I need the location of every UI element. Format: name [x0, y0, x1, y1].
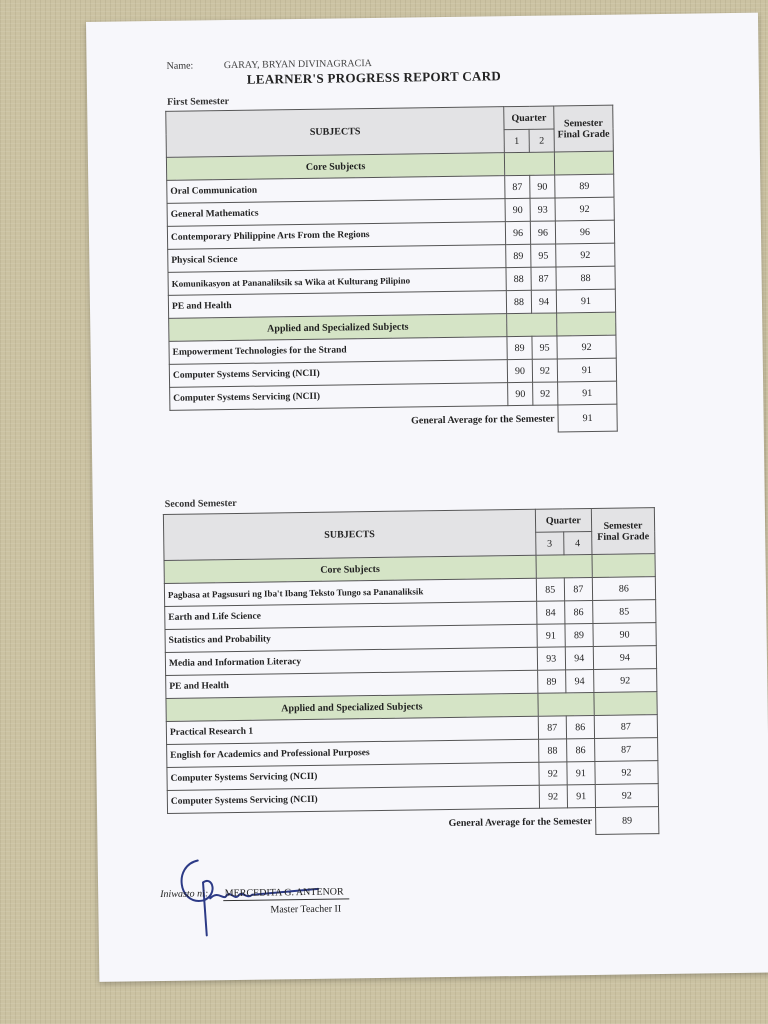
- quarter-grade: 92: [539, 762, 567, 785]
- final-grade: 92: [595, 761, 658, 785]
- section-blank: [554, 151, 613, 175]
- quarter-grade: 91: [537, 624, 565, 647]
- section-label: Applied and Specialized Subjects: [169, 314, 507, 342]
- quarter-grade: 94: [565, 646, 593, 669]
- first-semester-label: First Semester: [167, 96, 230, 108]
- quarter-grade: 85: [536, 578, 564, 601]
- signatory: [160, 886, 350, 916]
- quarter-grade: 84: [536, 601, 564, 624]
- section-label: Core Subjects: [166, 153, 504, 181]
- quarter-grade: 87: [505, 175, 530, 198]
- final-grade-header: Semester Final Grade: [591, 508, 655, 555]
- quarter-grade: 86: [566, 715, 594, 738]
- final-grade: 92: [557, 335, 616, 359]
- name-label: Name:: [166, 60, 194, 72]
- quarter-grade: 96: [530, 221, 555, 244]
- quarter-grade: 90: [507, 359, 532, 382]
- quarter-number: 2: [529, 129, 554, 152]
- section-blank: [536, 554, 592, 578]
- subject-name: English for Academics and Professional Purposes: [167, 739, 539, 767]
- final-grade: 96: [555, 220, 614, 244]
- subject-name: Empowerment Technologies for the Strand: [169, 337, 507, 365]
- quarter-grade: 91: [567, 784, 595, 807]
- quarter-grade: 94: [565, 669, 593, 692]
- quarter-grade: 91: [567, 761, 595, 784]
- quarter-grade: 88: [506, 290, 531, 313]
- general-average-value: 91: [558, 404, 617, 432]
- quarter-grade: 86: [566, 738, 594, 761]
- final-grade: 91: [556, 289, 615, 313]
- name-value: GARAY, BRYAN DIVINAGRACIA: [223, 58, 372, 72]
- section-blank: [592, 554, 655, 578]
- quarter-grade: 87: [531, 267, 556, 290]
- second-semester-table: [163, 507, 660, 841]
- quarter-grade: 90: [505, 198, 530, 221]
- section-label: Applied and Specialized Subjects: [166, 693, 538, 721]
- subject-name: Statistics and Probability: [165, 624, 537, 652]
- section-blank: [594, 692, 657, 716]
- final-grade: 94: [593, 646, 656, 670]
- subject-name: PE and Health: [168, 291, 506, 319]
- final-grade: 87: [594, 715, 657, 739]
- final-grade: 91: [557, 358, 616, 382]
- subject-name: Computer Systems Servicing (NCII): [167, 785, 539, 813]
- general-average-value: 89: [595, 807, 659, 835]
- quarter-number: 1: [504, 129, 529, 152]
- subjects-header: SUBJECTS: [163, 509, 535, 560]
- general-average-label: General Average for the Semester: [448, 815, 593, 829]
- quarter-header: Quarter: [504, 106, 554, 130]
- report-card-page: [86, 13, 768, 982]
- section-blank: [504, 152, 554, 176]
- subject-name: Computer Systems Servicing (NCII): [167, 762, 539, 790]
- section-blank: [507, 313, 557, 337]
- quarter-grade: 89: [506, 244, 531, 267]
- final-grade: 88: [556, 266, 615, 290]
- final-grade: 92: [593, 669, 656, 693]
- signatory-label: Iniwasto ni:: [160, 888, 209, 901]
- quarter-grade: 94: [531, 290, 556, 313]
- quarter-grade: 95: [531, 244, 556, 267]
- final-grade: 92: [555, 197, 614, 221]
- subject-name: Practical Research 1: [166, 716, 538, 744]
- handwritten-signature: [167, 819, 342, 941]
- section-blank: [557, 312, 616, 336]
- quarter-grade: 88: [506, 267, 531, 290]
- quarter-grade: 92: [539, 785, 567, 808]
- quarter-grade: 93: [537, 647, 565, 670]
- quarter-grade: 90: [508, 382, 533, 405]
- subject-name: Computer Systems Servicing (NCII): [170, 383, 508, 411]
- final-grade: 92: [595, 784, 658, 808]
- quarter-grade: 89: [507, 336, 532, 359]
- subject-name: Physical Science: [168, 245, 506, 273]
- final-grade-header: Semester Final Grade: [554, 105, 614, 152]
- subject-name: Oral Communication: [167, 176, 505, 204]
- section-blank: [538, 692, 594, 716]
- signatory-name: MERCEDITA G. ANTENOR: [223, 886, 350, 901]
- second-semester-label: Second Semester: [164, 497, 237, 510]
- final-grade: 92: [556, 243, 615, 267]
- page-title: LEARNER'S PROGRESS REPORT CARD: [246, 68, 502, 87]
- subject-name: Pagbasa at Pagsusuri ng Iba't Ibang Teksto Tungo sa Pananaliksik: [164, 578, 536, 606]
- quarter-grade: 89: [537, 670, 565, 693]
- quarter-grade: 96: [505, 221, 530, 244]
- first-semester-table: [165, 105, 618, 438]
- signatory-position: Master Teacher II: [270, 903, 342, 916]
- subjects-header: SUBJECTS: [166, 107, 505, 158]
- quarter-grade: 93: [530, 198, 555, 221]
- quarter-number: 3: [535, 532, 563, 555]
- final-grade: 89: [555, 174, 614, 198]
- quarter-grade: 90: [530, 175, 555, 198]
- final-grade: 85: [592, 600, 655, 624]
- subject-name: Earth and Life Science: [165, 601, 537, 629]
- general-average-label: General Average for the Semester: [411, 413, 555, 427]
- quarter-header: Quarter: [535, 508, 591, 532]
- subject-name: PE and Health: [166, 670, 538, 698]
- final-grade: 86: [592, 577, 655, 601]
- quarter-grade: 95: [532, 336, 557, 359]
- quarter-number: 4: [563, 531, 591, 554]
- section-label: Core Subjects: [164, 555, 536, 583]
- subject-name: Computer Systems Servicing (NCII): [169, 360, 507, 388]
- subject-name: Komunikasyon at Pananaliksik sa Wika at Kulturang Pilipino: [168, 268, 506, 296]
- quarter-grade: 87: [538, 716, 566, 739]
- subject-name: Contemporary Philippine Arts From the Regions: [167, 222, 505, 250]
- quarter-grade: 89: [565, 623, 593, 646]
- quarter-grade: 87: [564, 577, 592, 600]
- final-grade: 87: [594, 738, 657, 762]
- quarter-grade: 88: [538, 739, 566, 762]
- general-average-row: [170, 404, 617, 437]
- subject-name: Media and Information Literacy: [165, 647, 537, 675]
- quarter-grade: 92: [533, 382, 558, 405]
- final-grade: 91: [558, 381, 617, 405]
- final-grade: 90: [593, 623, 656, 647]
- subject-name: General Mathematics: [167, 199, 505, 227]
- quarter-grade: 86: [564, 600, 592, 623]
- quarter-grade: 92: [532, 359, 557, 382]
